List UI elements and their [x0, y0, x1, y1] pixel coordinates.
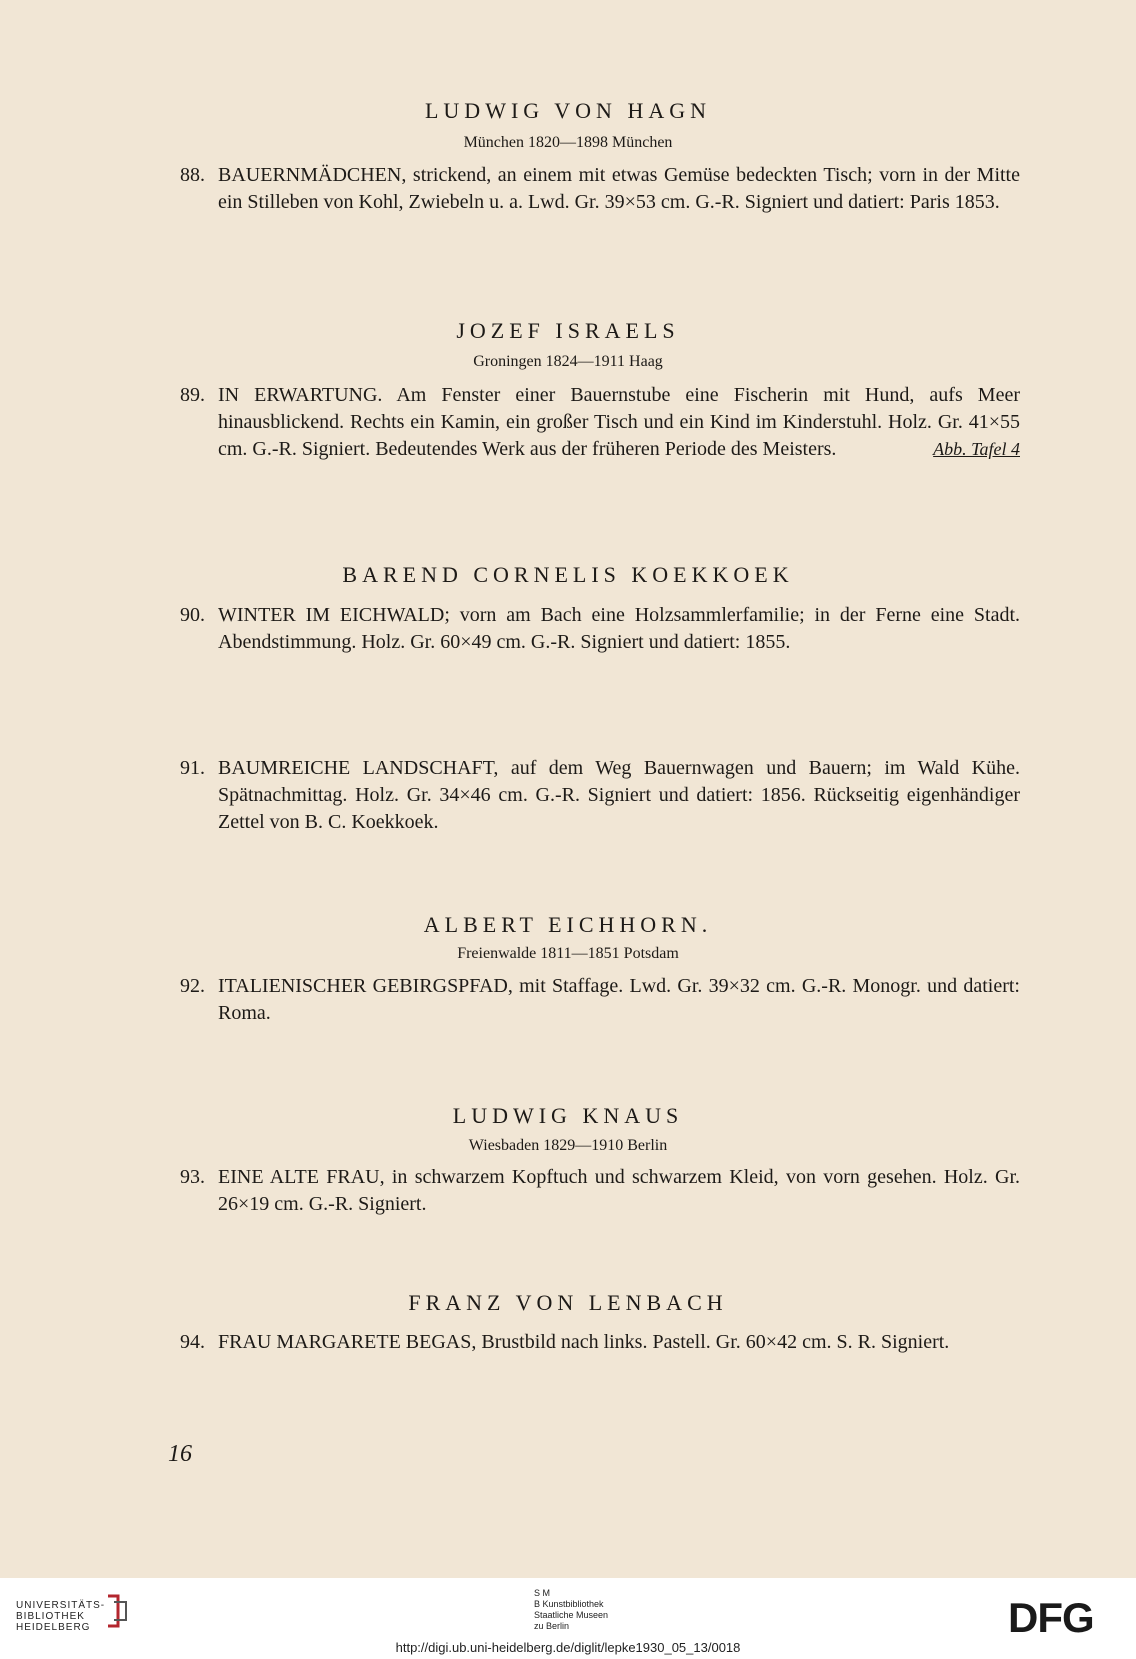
artist-dates: München 1820—1898 München	[463, 134, 673, 151]
artist-dates: Groningen 1824—1911 Haag	[473, 353, 663, 370]
artist-heading: LUDWIG KNAUS	[452, 1103, 684, 1128]
artist-heading: BAREND CORNELIS KOEKKOEK	[342, 562, 794, 587]
university-library-logo[interactable]	[16, 1600, 105, 1633]
logo-line: Staatliche Museen	[534, 1610, 609, 1620]
library-emblem-icon	[104, 1592, 134, 1635]
logo-line: S M	[534, 1588, 551, 1598]
plate-reference: Abb. Tafel 4	[933, 439, 1020, 459]
logo-line: UNIVERSITÄTS-	[16, 1600, 106, 1611]
entry-text: FRAU MARGARETE BEGAS, Brustbild nach links. Pastell. Gr. 60×42 cm. S. R. Signiert.	[218, 1331, 950, 1353]
logo-line: B Kunstbibliothek	[534, 1599, 604, 1609]
artist-heading: ALBERT EICHHORN.	[423, 912, 713, 937]
entry-text: WINTER IM EICHWALD; vorn am Bach eine Holzsammlerfamilie; in der Ferne eine Stadt. Abendstimmung. Holz. Gr. 60×49 cm. G.-R. Signiert und datiert: 1855.	[218, 604, 1020, 653]
entry-text: BAUMREICHE LANDSCHAFT, auf dem Weg Bauernwagen und Bauern; im Wald Kühe. Spätnachmittag. Holz. Gr. 34×46 cm. G.-R. Signiert und datiert: 1856. Rückseitig eigenhändiger Zettel von B. C. Koekkoek.	[218, 757, 1020, 833]
entry-number: 89.	[180, 384, 205, 406]
page-number: 16	[168, 1441, 192, 1467]
logo-line: zu Berlin	[534, 1621, 570, 1631]
artist-dates: Freienwalde 1811—1851 Potsdam	[457, 945, 679, 962]
catalog-entry	[180, 755, 1020, 836]
entry-number: 90.	[180, 604, 205, 626]
artist-dates: Wiesbaden 1829—1910 Berlin	[468, 1137, 668, 1154]
source-url-link[interactable]: http://digi.ub.uni-heidelberg.de/diglit/lepke1930_05_13/0018	[395, 1640, 741, 1655]
entry-number: 88.	[180, 164, 205, 186]
logo-line: BIBLIOTHEK	[16, 1611, 85, 1622]
catalog-entry	[180, 1329, 1020, 1356]
entry-number: 93.	[180, 1166, 205, 1188]
digitization-footer	[0, 1578, 1136, 1659]
artist-heading: FRANZ VON LENBACH	[408, 1290, 728, 1315]
entry-text: ITALIENISCHER GEBIRGSPFAD, mit Staffage. Lwd. Gr. 39×32 cm. G.-R. Monogr. und datiert: Roma.	[218, 975, 1020, 1024]
catalog-entry	[180, 162, 1020, 216]
entry-number: 91.	[180, 757, 205, 779]
catalog-entry	[180, 1164, 1020, 1218]
entry-text: EINE ALTE FRAU, in schwarzem Kopftuch und schwarzem Kleid, von vorn gesehen. Holz. Gr. 26×19 cm. G.-R. Signiert.	[218, 1166, 1020, 1215]
catalog-entry	[180, 382, 1020, 463]
artist-heading: LUDWIG VON HAGN	[424, 98, 711, 123]
catalog-entry	[180, 973, 1020, 1027]
entry-text: IN ERWARTUNG. Am Fenster einer Bauernstube eine Fischerin mit Hund, aufs Meer hinausblickend. Rechts ein Kamin, ein großer Tisch und ein Kind im Kinderstuhl. Holz. Gr. 41×55 cm. G.-R. Signiert. Bedeutendes Werk aus der früheren Periode des Meisters.	[218, 384, 1020, 460]
entry-number: 92.	[180, 975, 205, 997]
catalog-entry	[180, 602, 1020, 656]
logo-line: HEIDELBERG	[16, 1622, 91, 1633]
artist-heading: JOZEF ISRAELS	[456, 318, 680, 343]
dfg-logo[interactable]: DFG	[1008, 1594, 1094, 1641]
entry-number: 94.	[180, 1331, 205, 1353]
entry-text: BAUERNMÄDCHEN, strickend, an einem mit etwas Gemüse bedeckten Tisch; vorn in der Mitte ein Stilleben von Kohl, Zwiebeln u. a. Lwd. Gr. 39×53 cm. G.-R. Signiert und datiert: Paris 1853.	[218, 164, 1020, 213]
kunstbibliothek-logo[interactable]	[534, 1588, 608, 1632]
